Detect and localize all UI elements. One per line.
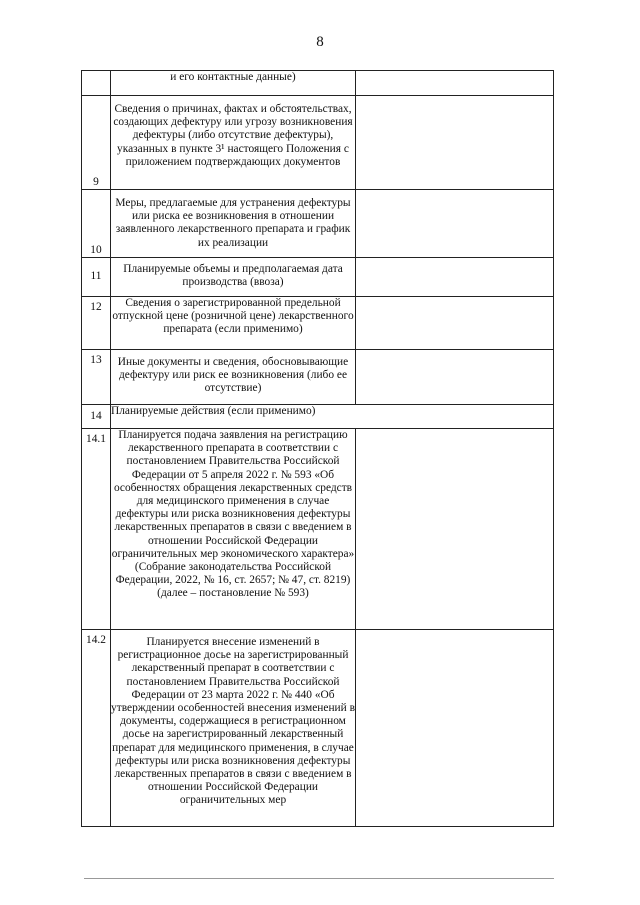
row-value-cell [356, 96, 554, 190]
row-value-cell [356, 429, 554, 630]
requirements-table [81, 70, 554, 827]
row-description: Планируется внесение изменений в регистрационное досье на зарегистрированный лекарственный препарат в соответствии с постановлением Правительства Российской Федерации от 23 марта 2022 г. № 440 «Об утверждении особенностей внесения изменений в документы, содержащиеся в регистрационном досье на зарегистрированный лекарственный препарат для медицинского применения, в случае дефектуры или риска возникновения дефектуры лекарственных препаратов в связи с введением в отношении Российской Федерации ограничительных мер [111, 630, 356, 827]
table-row [82, 630, 554, 827]
table-row [82, 190, 554, 258]
row-description: Планируемые объемы и предполагаемая дата производства (ввоза) [111, 258, 356, 297]
row-description: Иные документы и сведения, обосновывающие дефектуру или риск ее возникновения (либо ее отсутствие) [111, 350, 356, 405]
table-row [82, 258, 554, 297]
row-number: 14.1 [82, 429, 111, 630]
row-value-cell [356, 630, 554, 827]
row-number: 9 [82, 96, 111, 190]
table-row [82, 350, 554, 405]
page-bottom-line [84, 878, 554, 879]
row-number: 14 [82, 405, 111, 429]
row-description: Сведения о причинах, фактах и обстоятельствах, создающих дефектуру или угрозу возникновения дефектуры (либо отсутствие дефектуры), указанных в пункте 3¹ настоящего Положения с приложением подтверждающих документов [111, 96, 356, 190]
row-description: Сведения о зарегистрированной предельной отпускной цене (розничной цене) лекарственного препарата (если применимо) [111, 297, 356, 350]
row-number [82, 71, 111, 96]
page-number: 8 [316, 34, 324, 50]
row-value-cell [356, 258, 554, 297]
row-number: 11 [82, 258, 111, 297]
table-row [82, 96, 554, 190]
row-number: 14.2 [82, 630, 111, 827]
row-value-cell [356, 297, 554, 350]
row-description: Планируемые действия (если применимо) [111, 405, 554, 429]
row-value-cell [356, 71, 554, 96]
table-row [82, 297, 554, 350]
table-row [82, 429, 554, 630]
row-description: Меры, предлагаемые для устранения дефектуры или риска ее возникновения в отношении заявленного лекарственного препарата и график их реализации [111, 190, 356, 258]
row-description: Планируется подача заявления на регистрацию лекарственного препарата в соответствии с постановлением Правительства Российской Федерации от 5 апреля 2022 г. № 593 «Об особенностях обращения лекарственных средств для медицинского применения в случае дефектуры или риска возникновения дефектуры лекарственных препаратов в связи с введением в отношении Российской Федерации ограничительных мер экономического характера» (Собрание законодательства Российской Федерации, 2022, № 16, ст. 2657; № 47, ст. 8219) (далее – постановление № 593) [111, 429, 356, 630]
row-number: 10 [82, 190, 111, 258]
row-description: и его контактные данные) [111, 71, 356, 96]
table-row [82, 71, 554, 96]
row-value-cell [356, 350, 554, 405]
row-number: 12 [82, 297, 111, 350]
table-row [82, 405, 554, 429]
row-number: 13 [82, 350, 111, 405]
row-value-cell [356, 190, 554, 258]
